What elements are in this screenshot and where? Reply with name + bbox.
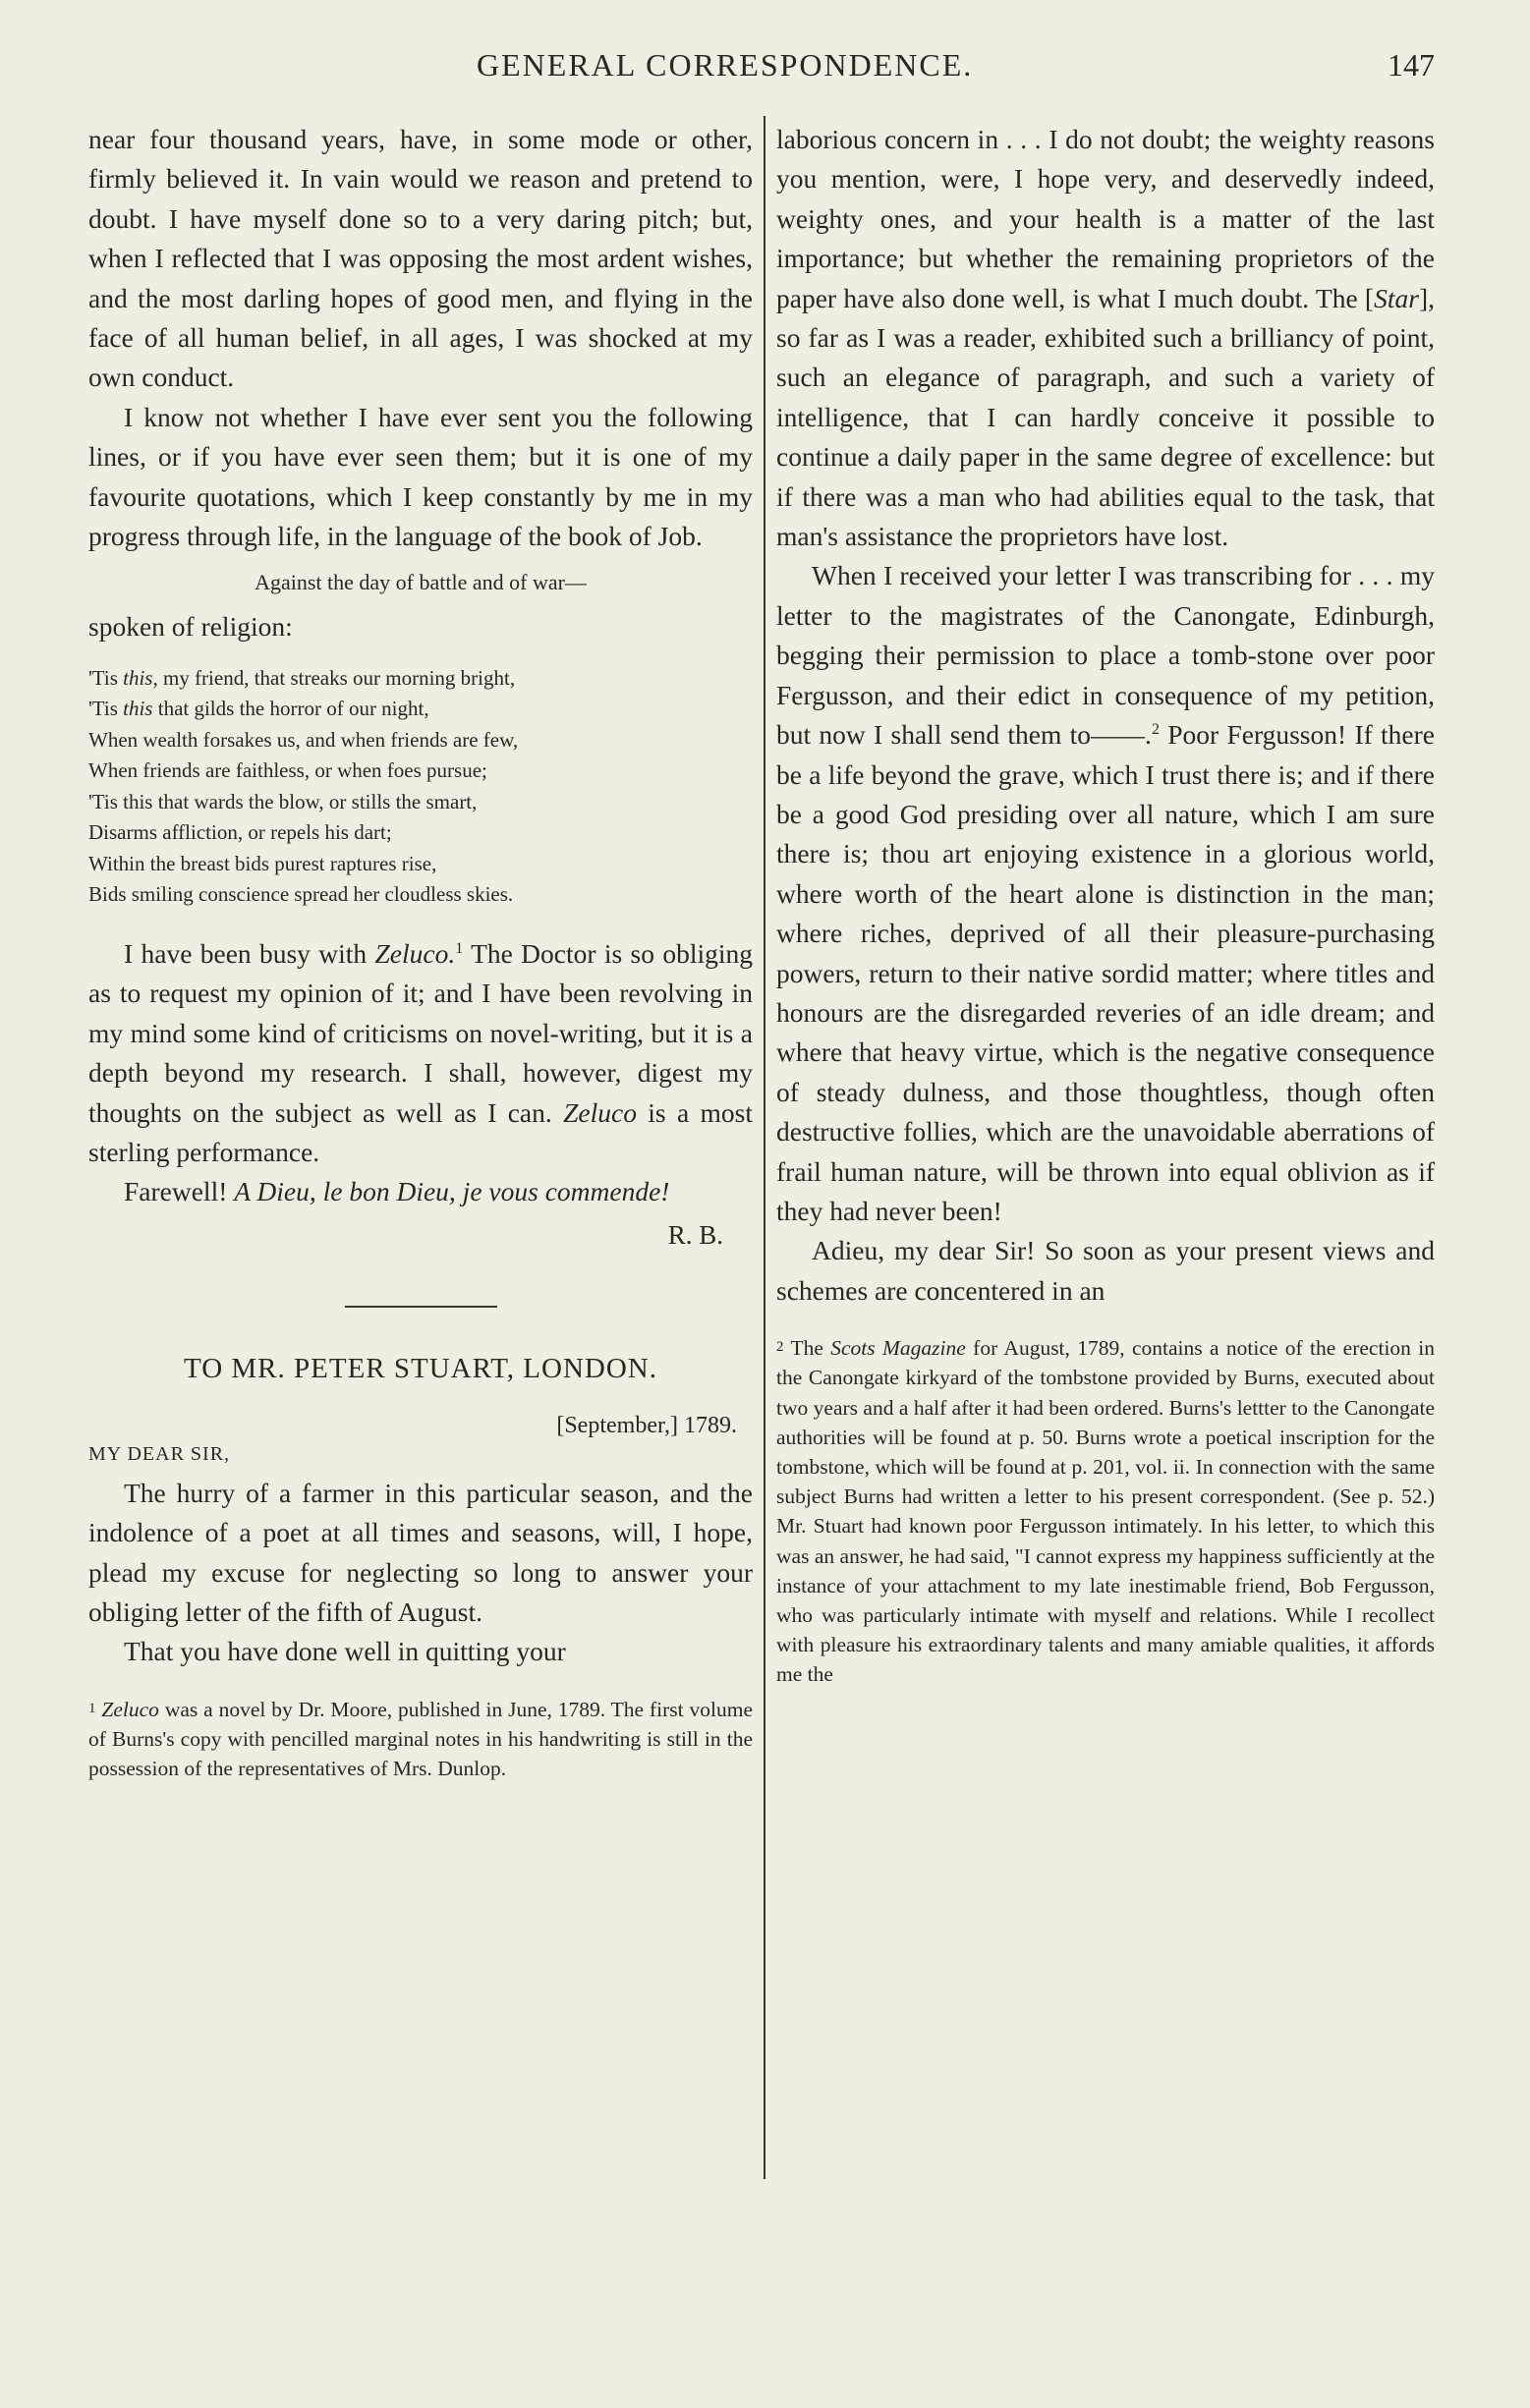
paragraph: The hurry of a farmer in this particular season, and the indolence of a poet at all times and seasons, will, I hope, plead my excuse for neglecting so long to answer your obliging letter of the fifth of August. (88, 1477, 753, 1627)
column-rule (764, 116, 765, 2179)
paragraph: I know not whether I have ever sent you the following lines, or if you have ever seen them; but it is one of my favourite quotations, which I keep constantly by me in my progress through life, in the language of the book of Job. (88, 401, 753, 552)
running-header (88, 47, 1435, 96)
footnote-mark: 2 (776, 1339, 784, 1356)
paragraph: That you have done well in quitting your (124, 1636, 566, 1667)
letter-heading: TO MR. PETER STUART, LONDON. (184, 1352, 657, 1384)
footnote: 2 The Scots Magazine for August, 1789, contains a notice of the erection in the Canongate kirkyard of the tombstone provided by Burns, executed about two years and a half after it had been ordered. Burns's lettter to the Canongate authorities will be found at p. 50. Burns wrote a poetical inscription for the tombstone, which will be found at p. 201, vol. ii. In connection with the same subject Burns had written a letter to his present correspondent. (See p. 52.) Mr. Stuart had known poor Fergusson intimately. In his letter, to which this was an answer, he had said, "I cannot express my happiness sufficiently at the instance of your attachment to my late inestimable friend, Bob Fergusson, who was particularly intimate with myself and relations. While I recollect with pleasure his extraordinary talents and many amiable qualities, it affords me the (776, 1336, 1436, 1687)
right-column (776, 120, 1435, 1690)
section-divider (345, 1306, 497, 1308)
paragraph: laborious concern in . . . I do not doubt; the weighty reasons you mention, were, I hope very, and deservedly indeed, weighty ones, and your health is a matter of the last importance; but whether the remaining proprietors of the paper have also done well, is what I much doubt. The [Star], so far as I was a reader, exhibited such a brilliancy of point, such an elegance of paragraph, and such a variety of intelligence, that I can hardly conceive it possible to continue a daily paper in the same degree of excellence: but if there was a man who had abilities equal to the task, that man's assistance the proprietors have lost. (776, 124, 1435, 552)
paragraph: Adieu, my dear Sir! So soon as your present views and schemes are concentered in an (776, 1235, 1435, 1306)
letter-date: [September,] 1789. (556, 1412, 737, 1438)
poem-line: When friends are faithless, or when foes pursue; (88, 758, 487, 783)
footnote-ref[interactable]: 1 (455, 939, 464, 957)
page-number: 147 (1388, 47, 1435, 83)
footnote-ref[interactable]: 2 (1151, 720, 1160, 738)
quote-intro: Against the day of battle and of war— (255, 570, 587, 595)
quote-context: spoken of religion: (88, 611, 293, 643)
paragraph: I have been busy with Zeluco.$^1$ The Doctor is so obliging as to request my opinion of it; and I have been revolving in my mind some kind of criticisms on novel-writing, but it is a depth beyond my research. I shall, however, digest my thoughts on the subject as well as I can. Zeluco is a most sterling performance. (88, 937, 753, 1167)
poem-line: Disarms affliction, or repels his dart; (88, 820, 392, 845)
farewell: Farewell! A Dieu, le bon Dieu, je vous commende! (124, 1176, 670, 1207)
poem-line: 'Tis this that gilds the horror of our night, (88, 697, 429, 721)
paragraph: near four thousand years, have, in some mode or other, firmly believed it. In vain would we reason and pretend to doubt. I have myself done so to a very daring pitch; but, when I reflected that I was opposing the most ardent wishes, and the most darling hopes of good men, and flying in the face of all human belief, in all ages, I was shocked at my own conduct. (88, 124, 753, 393)
poem-line: When wealth forsakes us, and when friends are few, (88, 727, 519, 752)
signature: R. B. (667, 1219, 723, 1250)
running-title: GENERAL CORRESPONDENCE. (477, 47, 974, 83)
poem (88, 663, 753, 911)
footnote-mark: 1 (88, 1700, 96, 1716)
footnote: 1 Zeluco was a novel by Dr. Moore, published in June, 1789. The first volume of Burns's copy with pencilled marginal notes in his handwriting is still in the possession of the representatives of Mrs. Dunlop. (88, 1697, 754, 1781)
poem-line: 'Tis this, my friend, that streaks our morning bright, (88, 665, 516, 690)
poem-line: Within the breast bids purest raptures rise, (88, 851, 437, 875)
salutation: MY DEAR SIR, (88, 1442, 231, 1465)
left-column (88, 120, 753, 1783)
poem-line: Bids smiling conscience spread her cloudless skies. (88, 882, 514, 907)
paragraph: When I received your letter I was transcribing for . . . my letter to the magistrates of the Canongate, Edinburgh, begging their permission to place a tomb-stone over poor Fergusson, and their edict in consequence of my petition, but now I shall send them to——.$^2$ Poor Fergusson! If there be a life beyond the grave, which I trust there is; and if there be a good God presiding over all nature, which I am sure there is; thou art enjoying existence in a glorious world, where worth of the heart alone is distinction in the man; where riches, deprived of all their pleasure-purchasing powers, return to their native sordid matter; where titles and honours are the disregarded reveries of an idle dream; and where that heavy virtue, which is the negative consequence of steady dulness, and those thoughtless, though often destructive follies, which are the unavoidable aberrations of frail human nature, will be thrown into equal oblivion as if they had never been! (776, 560, 1435, 1226)
poem-line: 'Tis this that wards the blow, or stills the smart, (88, 789, 478, 813)
